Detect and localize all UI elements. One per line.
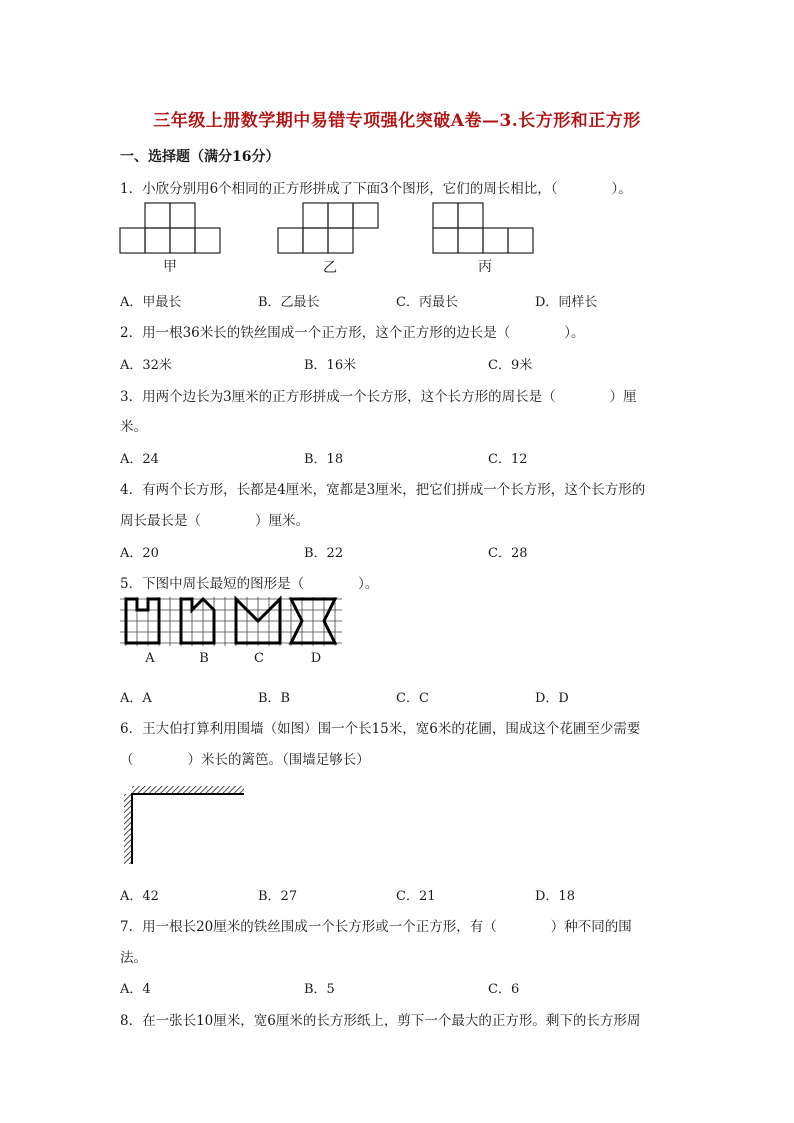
q1-option-b[interactable]: B．乙最长 bbox=[258, 295, 320, 310]
q1-label-bing: 丙 bbox=[478, 259, 492, 275]
question-1-text: 1．小欣分别用6个相同的正方形拼成了下面3个图形，它们的周长相比，（ ）。 bbox=[120, 181, 632, 197]
q2-option-c[interactable]: C．9米 bbox=[488, 358, 533, 373]
q4-option-b[interactable]: B．22 bbox=[304, 546, 344, 561]
q5-label-b: B bbox=[199, 651, 209, 666]
q4-option-a[interactable]: A．20 bbox=[120, 546, 159, 561]
question-3-text-line2: 米。 bbox=[120, 419, 147, 435]
page-title: 三年级上册数学期中易错专项强化突破A卷—3.长方形和正方形 bbox=[153, 111, 641, 131]
q3-option-b[interactable]: B．18 bbox=[304, 452, 344, 467]
q6-option-b[interactable]: B．27 bbox=[258, 889, 298, 904]
q6-option-a[interactable]: A．42 bbox=[120, 889, 159, 904]
q5-option-c[interactable]: C．C bbox=[396, 691, 429, 706]
q7-option-b[interactable]: B．5 bbox=[304, 982, 335, 997]
q5-label-d: D bbox=[310, 651, 322, 666]
q1-option-c[interactable]: C．丙最长 bbox=[396, 295, 458, 310]
question-7-text-line2: 法。 bbox=[120, 950, 147, 966]
section-heading: 一、选择题（满分16分） bbox=[120, 149, 280, 165]
q5-label-a: A bbox=[145, 651, 155, 666]
question-3-text-line1: 3．用两个边长为3厘米的正方形拼成一个长方形，这个长方形的周长是（ ）厘 bbox=[120, 389, 637, 405]
q1-option-a[interactable]: A．甲最长 bbox=[120, 295, 182, 310]
q2-option-b[interactable]: B．16米 bbox=[304, 358, 357, 373]
question-5-text: 5．下图中周长最短的图形是（ ）。 bbox=[120, 576, 379, 592]
q5-option-b[interactable]: B．B bbox=[258, 691, 291, 706]
q6-wall-figure bbox=[122, 786, 246, 866]
q2-option-a[interactable]: A．32米 bbox=[120, 358, 172, 373]
q7-option-c[interactable]: C．6 bbox=[488, 982, 520, 997]
q4-option-c[interactable]: C．28 bbox=[488, 546, 528, 561]
q1-option-d[interactable]: D．同样长 bbox=[535, 295, 598, 310]
q6-option-c[interactable]: C．21 bbox=[396, 889, 436, 904]
q5-label-c: C bbox=[254, 651, 264, 666]
q1-label-yi: 乙 bbox=[323, 260, 337, 276]
question-7-text-line1: 7．用一根长20厘米的铁丝围成一个长方形或一个正方形，有（ ）种不同的围 bbox=[120, 919, 632, 935]
q1-figure-yi bbox=[278, 203, 378, 255]
q6-option-d[interactable]: D．18 bbox=[535, 889, 575, 904]
q5-grid-figure bbox=[120, 597, 342, 647]
question-8-text-line1: 8．在一张长10厘米，宽6厘米的长方形纸上，剪下一个最大的正方形。剩下的长方形周 bbox=[120, 1013, 641, 1029]
q1-figure-bing bbox=[433, 203, 533, 255]
q5-option-a[interactable]: A．A bbox=[120, 691, 152, 706]
question-4-text-line2: 周长最长是（ ）厘米。 bbox=[120, 513, 309, 529]
question-6-text-line2: （ ）米长的篱笆。（围墙足够长） bbox=[120, 752, 370, 768]
q3-option-a[interactable]: A．24 bbox=[120, 452, 159, 467]
question-2-text: 2．用一根36米长的铁丝围成一个正方形，这个正方形的边长是（ ）。 bbox=[120, 325, 585, 341]
question-4-text-line1: 4．有两个长方形，长都是4厘米，宽都是3厘米，把它们拼成一个长方形，这个长方形的 bbox=[120, 482, 646, 498]
q3-option-c[interactable]: C．12 bbox=[488, 452, 528, 467]
question-6-text-line1: 6．王大伯打算利用围墙（如图）围一个长15米，宽6米的花圃，围成这个花圃至少需要 bbox=[120, 721, 641, 737]
q1-label-jia: 甲 bbox=[163, 259, 177, 275]
q7-option-a[interactable]: A．4 bbox=[120, 982, 151, 997]
q1-figure-jia bbox=[120, 203, 220, 255]
q5-option-d[interactable]: D．D bbox=[535, 691, 569, 706]
